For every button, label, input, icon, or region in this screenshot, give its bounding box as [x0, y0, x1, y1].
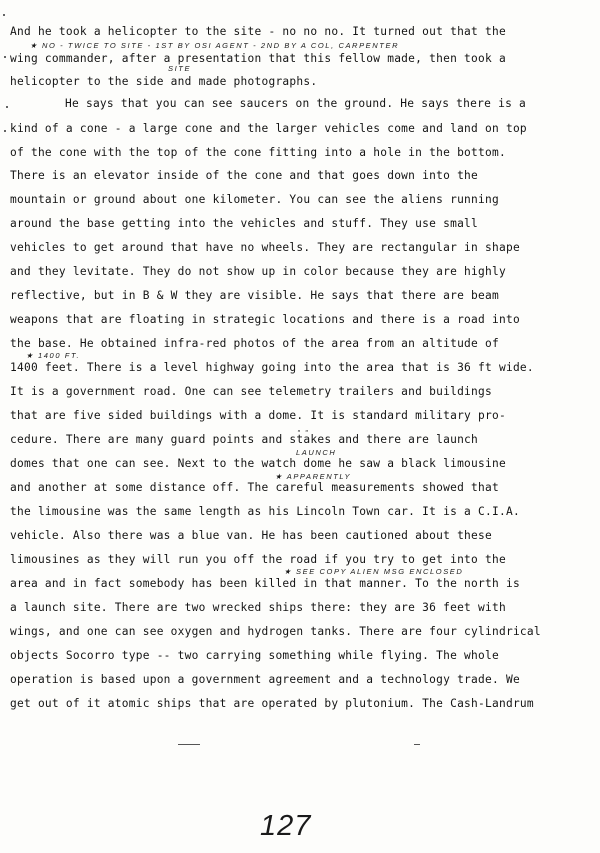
text-line: the limousine was the same length as his Lincoln Town car. It is a C.I.A. — [10, 505, 520, 518]
handwritten-note: „ „ — [298, 424, 310, 433]
text-line: the base. He obtained infra-red photos of the area from an altitude of — [10, 337, 499, 350]
faint-dash — [178, 744, 200, 745]
text-line: of the cone with the top of the cone fitting into a hole in the bottom. — [10, 146, 506, 159]
text-line: It is a government road. One can see telemetry trailers and buildings — [10, 385, 492, 398]
text-line: around the base getting into the vehicles and stuff. They use small — [10, 217, 479, 230]
text-line: He says that you can see saucers on the ground. He says there is a — [65, 97, 527, 110]
text-line: There is an elevator inside of the cone and that goes down into the — [10, 169, 479, 182]
handwritten-note: ★ NO - TWICE TO SITE - 1ST BY OSI AGENT - 2ND BY A COL, CARPENTER — [30, 41, 400, 50]
text-line: mountain or ground about one kilometer. You can see the aliens running — [10, 193, 499, 206]
text-line: helicopter to the side and made photographs. — [10, 75, 318, 88]
handwritten-note: LAUNCH — [296, 448, 337, 457]
text-line: wing commander, after a presentation that this fellow made, then took a — [10, 52, 506, 65]
margin-speck — [3, 14, 5, 16]
handwritten-note: ★ SEE COPY ALIEN MSG ENCLOSED — [284, 567, 464, 576]
faint-dash — [414, 744, 420, 745]
margin-speck — [4, 130, 6, 132]
margin-speck — [6, 106, 8, 108]
text-line: wings, and one can see oxygen and hydrogen tanks. There are four cylindrical — [10, 625, 541, 638]
text-line: area and in fact somebody has been killed in that manner. To the north is — [10, 577, 520, 590]
handwritten-note: ★ 1400 FT. — [26, 351, 81, 360]
text-line: operation is based upon a government agreement and a technology trade. We — [10, 673, 520, 686]
text-line: vehicles to get around that have no wheels. They are rectangular in shape — [10, 241, 520, 254]
text-line: cedure. There are many guard points and stakes and there are launch — [10, 433, 479, 446]
handwritten-note: SITE — [168, 64, 192, 73]
handwritten-note: ★ APPARENTLY — [275, 472, 352, 481]
text-line: a launch site. There are two wrecked ships there: they are 36 feet with — [10, 601, 506, 614]
text-line: limousines as they will run you off the road if you try to get into the — [10, 553, 506, 566]
text-line: objects Socorro type -- two carrying something while flying. The whole — [10, 649, 499, 662]
text-line: domes that one can see. Next to the watch dome he saw a black limousine — [10, 457, 506, 470]
text-line: vehicle. Also there was a blue van. He has been cautioned about these — [10, 529, 492, 542]
text-line: that are five sided buildings with a dome. It is standard military pro- — [10, 409, 506, 422]
text-line: and they levitate. They do not show up in color because they are highly — [10, 265, 506, 278]
text-line: reflective, but in B & W they are visible. He says that there are beam — [10, 289, 499, 302]
margin-speck — [4, 56, 6, 58]
page-number: 127 — [260, 810, 312, 842]
text-line: And he took a helicopter to the site - no no no. It turned out that the — [10, 25, 506, 38]
text-line: 1400 feet. There is a level highway going into the area that is 36 ft wide. — [10, 361, 534, 374]
text-line: kind of a cone - a large cone and the larger vehicles come and land on top — [10, 122, 527, 135]
text-line: and another at some distance off. The careful measurements showed that — [10, 481, 499, 494]
text-line: get out of it atomic ships that are operated by plutonium. The Cash-Landrum — [10, 697, 534, 710]
text-line: weapons that are floating in strategic locations and there is a road into — [10, 313, 520, 326]
